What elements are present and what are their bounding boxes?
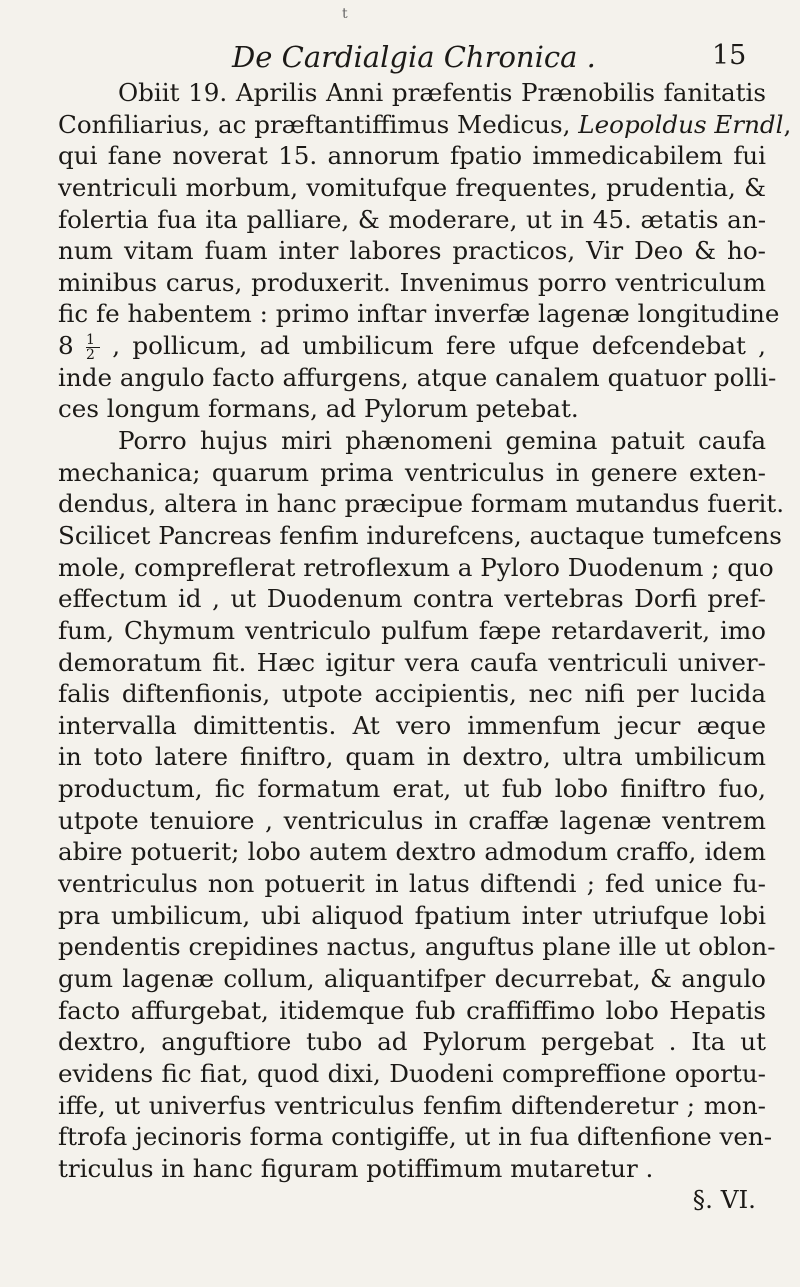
measure-fraction (86, 333, 100, 362)
fraction-denominator: 2 (85, 347, 95, 364)
text-line: pendentis crepidines nactus, anguftus plane ille ut oblon- (58, 932, 776, 962)
text-fragment: , (783, 109, 792, 139)
text-line: Obiit 19. Aprilis Anni præfentis Prænobilis fanitatis (118, 78, 766, 107)
text-line: qui fane noverat 15. annorum fpatio immedicabilem fui (58, 141, 766, 171)
text-line: pra umbilicum, ubi aliquod fpatium inter utriufque lobi (58, 900, 766, 930)
text-line: gum lagenæ collum, aliquantifper decurrebat, & angulo (58, 963, 766, 993)
text-line: dextro, anguftiore tubo ad Pylorum pergebat . Ita ut (58, 1027, 766, 1057)
page-number: 15 (712, 40, 747, 71)
text-fragment: , pollicum, ad umbilicum fere ufque defcendebat , (112, 331, 766, 361)
text-line: abire potuerit; lobo autem dextro admodum craffo, idem (58, 837, 766, 867)
text-line: demoratum fit. Hæc igitur vera caufa ventriculi univer- (58, 647, 766, 677)
text-fragment: Confiliarius, ac præftantiffimus Medicus, (58, 109, 579, 139)
text-line: iffe, ut univerfus ventriculus fenfim diftenderetur ; mon- (58, 1090, 766, 1120)
person-name: Leopoldus Erndl (578, 109, 784, 139)
text-line: mechanica; quarum prima ventriculus in genere exten- (58, 457, 766, 487)
text-line: fic fe habentem : primo inftar inverfæ lagenæ longitudine (58, 299, 780, 329)
text-line: Scilicet Pancreas fenfim indurefcens, auctaque tumefcens (58, 520, 782, 550)
text-line: intervalla dimittentis. At vero immenfum jecur æque (58, 710, 766, 740)
text-line: ventriculi morbum, vomitufque frequentes, prudentia, & (58, 172, 766, 202)
text-line: mole, compreflerat retroflexum a Pyloro Duodenum ; quo (58, 552, 774, 582)
text-line: folertia fua ita palliare, & moderare, ut in 45. ætatis an- (58, 204, 766, 234)
page-speck: t (342, 6, 348, 22)
text-line: ventriculus non potuerit in latus diftendi ; fed unice fu- (58, 869, 766, 899)
text-line: falis diftenfionis, utpote accipientis, nec nifi per lucida (58, 679, 766, 709)
main-text (58, 77, 792, 1216)
text-line: inde angulo facto affurgens, atque canalem quatuor polli- (58, 362, 777, 392)
text-line: ces longum formans, ad Pylorum petebat. (58, 394, 579, 424)
text-line: utpote tenuiore , ventriculus in craffæ lagenæ ventrem (58, 805, 766, 835)
text-line: minibus carus, produxerit. Invenimus porro ventriculum (58, 267, 766, 297)
text-line: triculus in hanc figuram potiffimum mutaretur . (58, 1153, 654, 1183)
text-line: dendus, altera in hanc præcipue formam mutandus fuerit. (58, 489, 785, 519)
text-line: ftrofa jecinoris forma contigiffe, ut in fua diftenfione ven- (58, 1122, 773, 1152)
text-line (58, 109, 792, 141)
text-line: in toto latere finiftro, quam in dextro, ultra umbilicum (58, 742, 766, 772)
measure-whole: 8 (58, 331, 74, 361)
section-mark: §. VI. (692, 1185, 756, 1215)
text-line: effectum id , ut Duodenum contra vertebras Dorfi pref- (58, 584, 766, 614)
text-line: Porro hujus miri phænomeni gemina patuit caufa (118, 426, 766, 456)
text-line (58, 330, 766, 362)
text-line: fum, Chymum ventriculo pulfum fæpe retardaverit, imo (58, 615, 766, 645)
fraction-numerator: 1 (86, 333, 100, 348)
text-line: evidens fic fiat, quod dixi, Duodeni compreffione oportu- (58, 1058, 766, 1088)
text-line: num vitam fuam inter labores practicos, Vir Deo & ho- (58, 236, 766, 266)
running-title: De Cardialgia Chronica . (232, 40, 596, 74)
text-line: facto affurgebat, itidemque fub craffiffimo lobo Hepatis (58, 995, 766, 1025)
text-line: productum, fic formatum erat, ut fub lobo finiftro fuo, (58, 774, 766, 804)
